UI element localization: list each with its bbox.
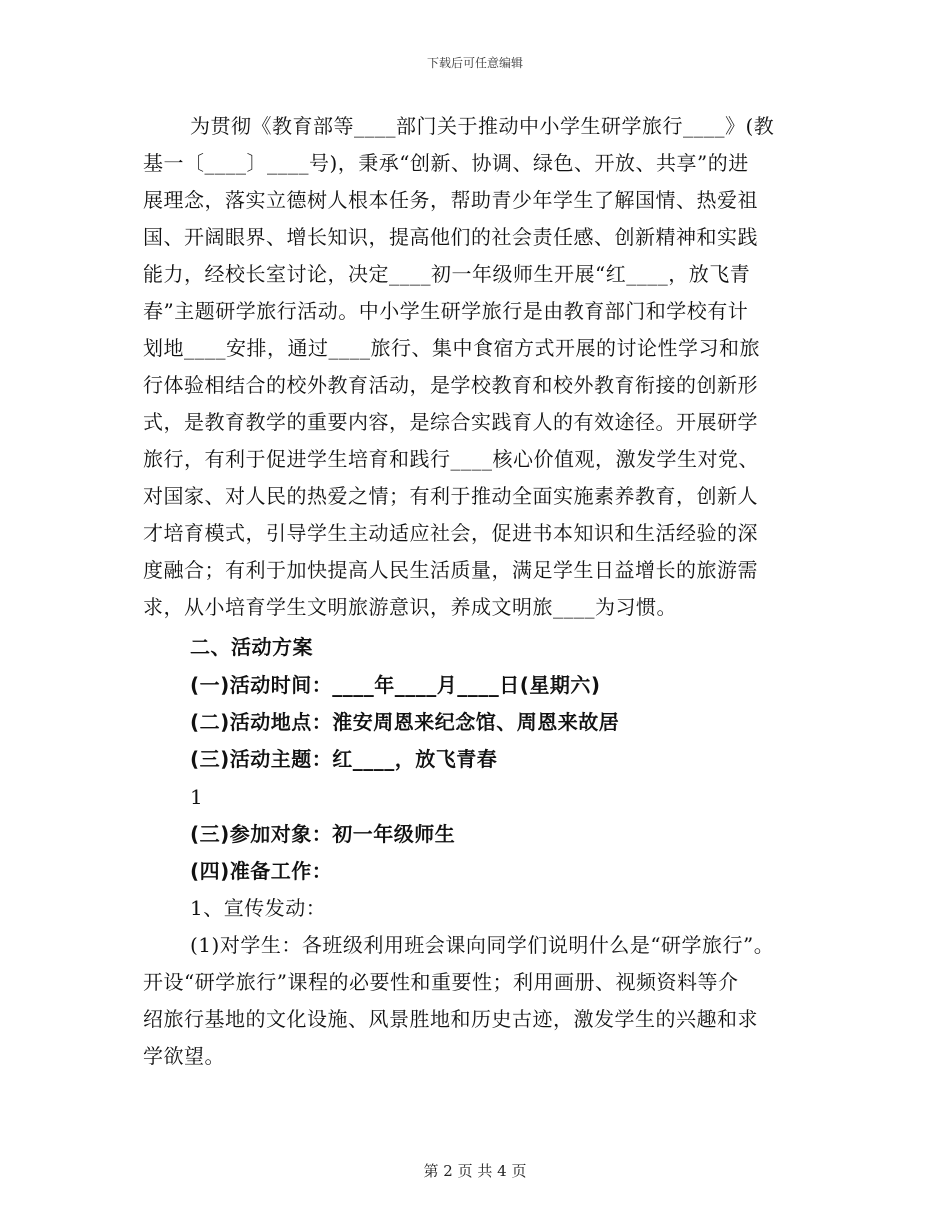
- section-title: 二、活动方案: [190, 635, 313, 659]
- body-line: 旅行，有利于促进学生培育和践行____核心价值观，激发学生对党、: [143, 447, 759, 471]
- sub-heading: 1、宣传发动：: [190, 896, 327, 920]
- plan-item-preparation: (四)准备工作：: [190, 859, 333, 883]
- body-line: 能力，经校长室讨论，决定____初一年级师生开展“红____，放飞青: [143, 262, 751, 286]
- body-line: (1)对学生：各班级利用班会课向同学们说明什么是“研学旅行”。: [190, 933, 775, 957]
- body-line: 学欲望。: [143, 1044, 225, 1068]
- body-line: 春”主题研学旅行活动。中小学生研学旅行是由教育部门和学校有计: [143, 299, 749, 323]
- body-line: 国、开阔眼界、增长知识，提高他们的社会责任感、创新精神和实践: [143, 225, 758, 249]
- plan-item-location: (二)活动地点：淮安周恩来纪念馆、周恩来故居: [190, 710, 620, 734]
- page-footer: 第 2 页 共 4 页: [423, 1162, 527, 1180]
- body-line: 为贯彻《教育部等____部门关于推动中小学生研学旅行____》(教: [190, 114, 775, 138]
- body-line: 划地____安排，通过____旅行、集中食宿方式开展的讨论性学习和旅: [143, 336, 760, 360]
- body-line: 才培育模式，引导学生主动适应社会，促进书本知识和生活经验的深: [143, 521, 758, 545]
- body-line: 求，从小培育学生文明旅游意识，养成文明旅____为习惯。: [143, 595, 677, 619]
- plan-item-theme: (三)活动主题：红____，放飞青春: [190, 747, 498, 771]
- body-line: 式，是教育教学的重要内容，是综合实践育人的有效途径。开展研学: [143, 410, 758, 434]
- body-line: 度融合；有利于加快提高人民生活质量，满足学生日益增长的旅游需: [143, 558, 758, 582]
- body-line: 绍旅行基地的文化设施、风景胜地和历史古迹，激发学生的兴趣和求: [143, 1007, 758, 1031]
- plan-item-time: (一)活动时间：____年____月____日(星期六): [190, 673, 601, 697]
- plan-item-participants: (三)参加对象：初一年级师生: [190, 822, 456, 846]
- stray-number: 1: [190, 785, 204, 809]
- body-line: 基一〔____〕____号)，秉承“创新、协调、绿色、开放、共享”的进: [143, 151, 749, 175]
- body-line: 行体验相结合的校外教育活动，是学校教育和校外教育衔接的创新形: [143, 373, 758, 397]
- body-line: 对国家、对人民的热爱之情；有利于推动全面实施素养教育，创新人: [143, 484, 758, 508]
- body-line: 开设“研学旅行”课程的必要性和重要性；利用画册、视频资料等介: [143, 970, 739, 994]
- body-line: 展理念，落实立德树人根本任务，帮助青少年学生了解国情、热爱祖: [143, 188, 758, 212]
- page-header: 下载后可任意编辑: [426, 56, 523, 70]
